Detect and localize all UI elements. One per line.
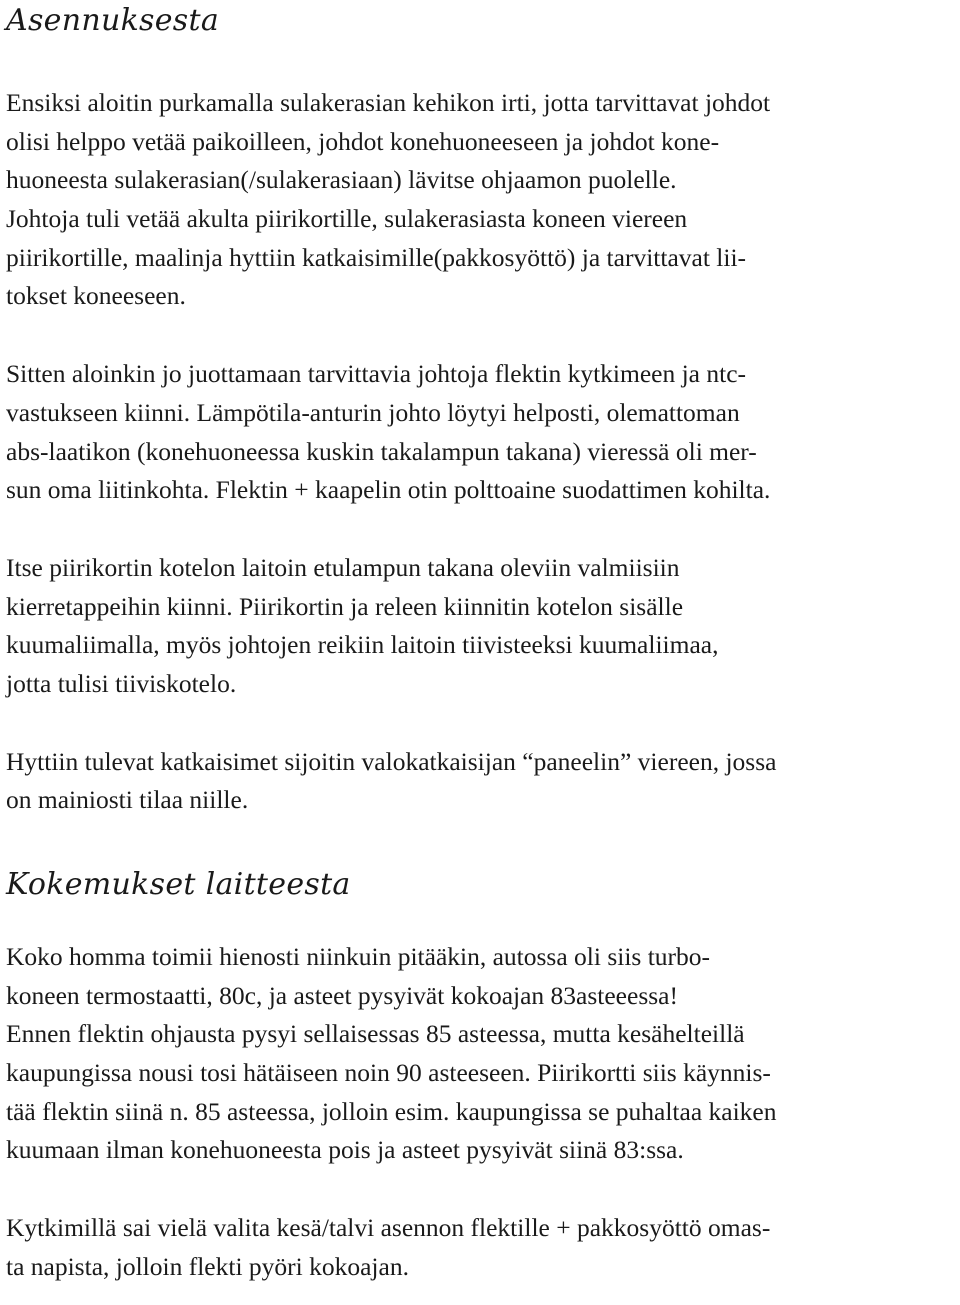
- text-line: kaupungissa nousi tosi hätäiseen noin 90 asteeseen. Piirikortti siis käynnis-: [6, 1058, 771, 1088]
- text-line: kuumaliimalla, myös johtojen reikiin laitoin tiivisteeksi kuumaliimaa,: [6, 630, 719, 660]
- text-line: sun oma liitinkohta. Flektin + kaapelin otin polttoaine suodattimen kohilta.: [6, 475, 771, 505]
- text-line: ta napista, jolloin flekti pyöri kokoajan.: [6, 1251, 409, 1281]
- text-line: Kytkimillä sai vielä valita kesä/talvi asennon flektille + pakkosyöttö omas-: [6, 1213, 771, 1243]
- document-page: [6, 0, 956, 1287]
- text-line: piirikortille, maalinja hyttiin katkaisimille(pakkosyöttö) ja tarvittavat lii-: [6, 242, 747, 272]
- paragraph-cabin-switches: [6, 743, 956, 820]
- paragraph-disassembly: [6, 84, 956, 316]
- text-line: koneen termostaatti, 80c, ja asteet pysyivät kokoajan 83asteeessa!: [6, 980, 678, 1010]
- text-line: kuumaan ilman konehuoneesta pois ja asteet pysyivät siinä 83:ssa.: [6, 1135, 684, 1165]
- text-line: Koko homma toimii hienosti niinkuin pitääkin, autossa oli siis turbo-: [6, 942, 711, 971]
- text-line: Itse piirikortin kotelon laitoin etulampun takana oleviin valmiisiin: [6, 552, 680, 582]
- text-line: Ensiksi aloitin purkamalla sulakerasian kehikon irti, jotta tarvittavat johdot: [6, 88, 771, 117]
- text-line: jotta tulisi tiiviskotelo.: [6, 668, 237, 698]
- text-line: abs-laatikon (konehuoneessa kuskin takalampun takana) vieressä oli mer-: [6, 436, 757, 466]
- text-line: Ennen flektin ohjausta pysyi sellaisessas 85 asteessa, mutta kesähelteillä: [6, 1019, 745, 1049]
- text-line: on mainiosti tilaa niille.: [6, 785, 249, 815]
- text-line: Johtoja tuli vetää akulta piirikortille, sulakerasiasta koneen viereen: [6, 204, 688, 234]
- paragraph-experience: [6, 938, 956, 1170]
- text-line: olisi helppo vetää paikoilleen, johdot konehuoneeseen ja johdot kone-: [6, 126, 720, 156]
- text-line: huoneesta sulakerasian(/sulakerasiaan) lävitse ohjaamon puolelle.: [6, 165, 677, 195]
- text-line: vastukseen kiinni. Lämpötila-anturin johto löytyi helposti, olemattoman: [6, 397, 740, 427]
- paragraph-circuit-housing: [6, 549, 956, 704]
- text-line: kierretappeihin kiinni. Piirikortin ja releen kiinnitin kotelon sisälle: [6, 591, 684, 621]
- paragraph-switch-modes: [6, 1209, 956, 1286]
- section-heading-kokemukset: Kokemukset laitteesta: [6, 867, 351, 902]
- text-line: tokset koneeseen.: [6, 281, 186, 311]
- paragraph-soldering: [6, 355, 956, 510]
- text-line: Hyttiin tulevat katkaisimet sijoitin valokatkaisijan “paneelin” viereen, jossa: [6, 746, 777, 776]
- text-line: Sitten aloinkin jo juottamaan tarvittavia johtoja flektin kytkimeen ja ntc-: [6, 359, 747, 389]
- text-line: tää flektin siinä n. 85 asteessa, jolloin esim. kaupungissa se puhaltaa kaiken: [6, 1096, 777, 1126]
- section-heading-asennuksesta: Asennuksesta: [6, 3, 220, 38]
